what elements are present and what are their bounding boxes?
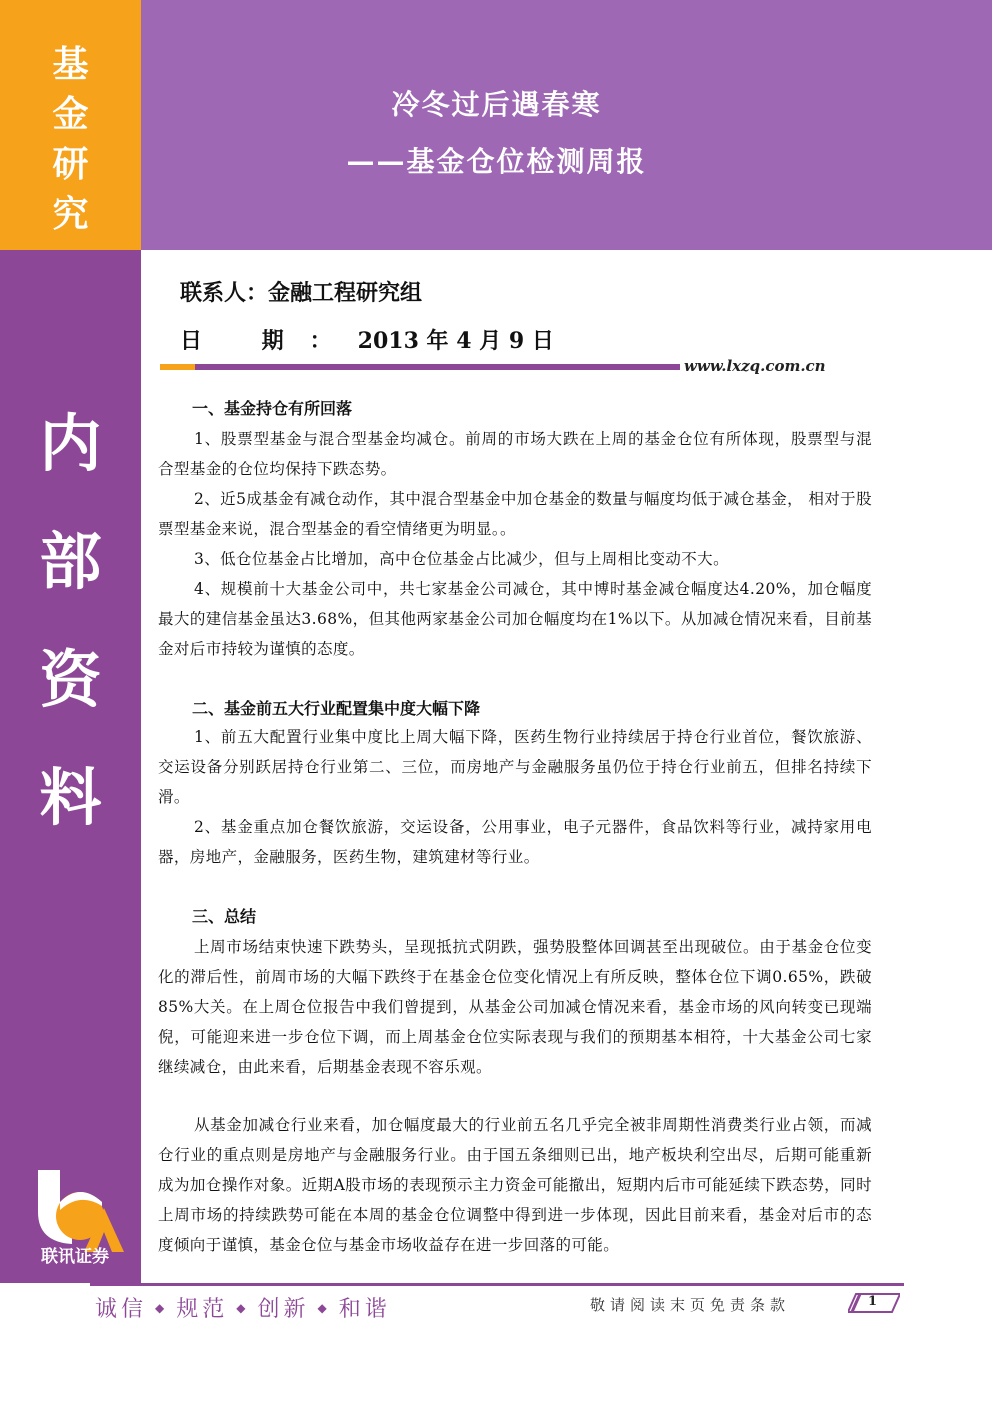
category-tag-char: 金 xyxy=(52,94,89,135)
divider-bar xyxy=(195,364,680,370)
section-title: 三、总结 xyxy=(192,907,257,926)
paragraph: 4、规模前十大基金公司中，共七家基金公司减仓，其中博时基金减仓幅度达4.20%，加仓幅度最大的建信基金虽达3.68%，但其他两家基金公司加仓幅度均在1%以下。从加减仓情况来看，目前基金对后市持较为谨慎的态度。 xyxy=(158,580,872,658)
category-tag xyxy=(0,40,141,240)
date-label: 日 期： xyxy=(180,328,358,354)
report-title: 冷冬过后遇春寒 xyxy=(391,88,602,121)
motto-separator: ◆ xyxy=(155,1301,169,1315)
paragraph: 1、前五大配置行业集中度比上周大幅下降，医药生物行业持续居于持仓行业首位，餐饮旅游、交运设备分别跃居持仓行业第二、三位，而房地产与金融服务虽仍位于持仓行业前五，但排名持续下滑。 xyxy=(158,728,872,806)
motto-word: 创新 xyxy=(257,1297,310,1322)
motto-separator: ◆ xyxy=(236,1301,250,1315)
motto-separator: ◆ xyxy=(317,1301,331,1315)
paragraph: 3、低仓位基金占比增加，高中仓位基金占比减少，但与上周相比变动不大。 xyxy=(194,550,729,568)
brand-name: 联讯证券 xyxy=(41,1247,109,1267)
date-value: 2013 年 4 月 9 日 xyxy=(357,328,554,354)
divider-accent xyxy=(160,364,195,370)
section-title: 一、基金持仓有所回落 xyxy=(192,399,353,418)
company-logo-icon xyxy=(20,1162,130,1272)
internal-label-char: 资 xyxy=(39,643,102,716)
paragraph: 2、近5成基金有减仓动作，其中混合型基金中加仓基金的数量与幅度均低于减仓基金， 相对于股票型基金来说，混合型基金的看空情绪更为明显。。 xyxy=(158,490,872,538)
section-title: 二、基金前五大行业配置集中度大幅下降 xyxy=(192,699,481,718)
footer-divider xyxy=(90,1283,904,1286)
motto-word: 诚信 xyxy=(95,1297,148,1322)
motto-word: 和谐 xyxy=(338,1297,391,1322)
motto-word: 规范 xyxy=(176,1297,229,1322)
paragraph: 1、股票型基金与混合型基金均减仓。前周的市场大跌在上周的基金仓位有所体现，股票型与混合型基金的仓位均保持下跌态势。 xyxy=(158,430,872,478)
category-tag-char: 研 xyxy=(52,144,89,185)
website-link[interactable]: www.lxzq.com.cn xyxy=(684,357,826,375)
internal-label-char: 内 xyxy=(39,407,102,480)
paragraph: 2、基金重点加仓餐饮旅游，交运设备，公用事业，电子元器件，食品饮料等行业，减持家用电器，房地产，金融服务，医药生物，建筑建材等行业。 xyxy=(158,818,872,866)
disclaimer-notice: 敬请阅读末页免责条款 xyxy=(590,1296,791,1314)
paragraph: 上周市场结束快速下跌势头，呈现抵抗式阴跌，强势股整体回调甚至出现破位。由于基金仓位变化的滞后性，前周市场的大幅下跌终于在基金仓位变化情况上有所反映，整体仓位下调0.65%，跌破85%大关。在上周仓位报告中我们曾提到，从基金公司加减仓情况来看，基金市场的风向转变已现端倪，可能迎来进一步仓位下调，而上周基金仓位实际表现与我们的预期基本相符，十大基金公司七家继续减仓，由此来看，后期基金表现不容乐观。 xyxy=(158,938,872,1076)
contact-line: 联系人：金融工程研究组 xyxy=(180,280,423,306)
category-tag-char: 基 xyxy=(52,44,89,85)
internal-label-char: 部 xyxy=(39,525,102,598)
internal-label-char: 料 xyxy=(39,761,102,834)
category-tag-char: 究 xyxy=(52,194,89,235)
page-number: 1 xyxy=(868,1294,878,1309)
header-band xyxy=(141,0,992,250)
internal-material-label xyxy=(0,385,141,857)
report-subtitle: ——基金仓位检测周报 xyxy=(346,145,647,178)
paragraph: 从基金加减仓行业来看，加仓幅度最大的行业前五名几乎完全被非周期性消费类行业占领，而减仓行业的重点则是房地产与金融服务行业。由于国五条细则已出，地产板块利空出尽，后期可能重新成为加仓操作对象。近期A股市场的表现预示主力资金可能撤出，短期内后市可能延续下跌态势，同时上周市场的持续跌势可能在本周的基金仓位调整中得到进一步体现，因此目前来看，基金对后市的态度倾向于谨慎，基金仓位与基金市场收益存在进一步回落的可能。 xyxy=(158,1116,872,1254)
company-motto xyxy=(95,1292,391,1323)
header-divider xyxy=(160,364,680,370)
date-line xyxy=(180,324,554,355)
